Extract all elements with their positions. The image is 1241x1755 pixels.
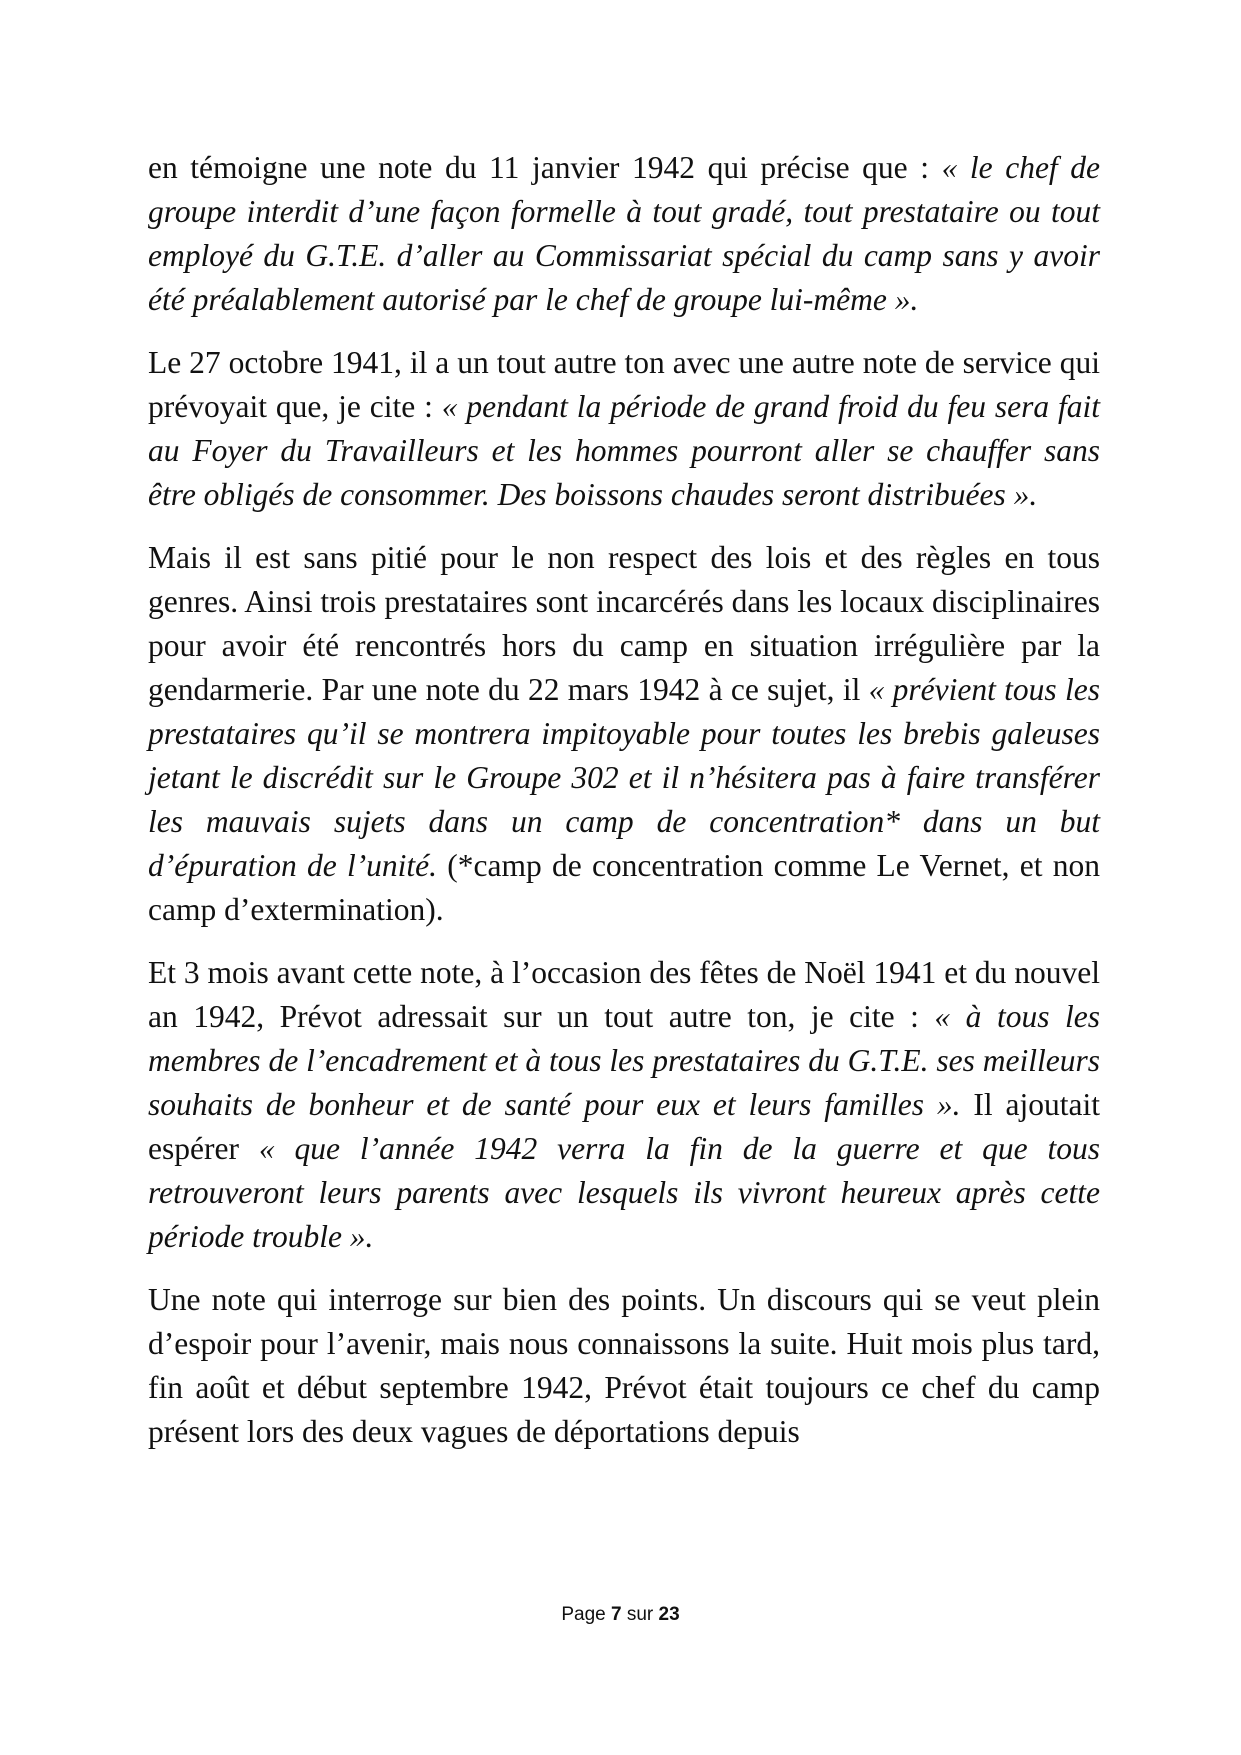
text-run: Il ajoutait espérer xyxy=(148,1087,1100,1166)
paragraph-1 xyxy=(148,146,1100,322)
page-sur-label: sur xyxy=(621,1604,659,1625)
paragraph-3 xyxy=(148,536,1100,932)
page-label: Page xyxy=(561,1604,611,1625)
quote-run: « pendant la période de grand froid du feu sera fait au Foyer du Travailleurs et les hommes pourront aller se chauffer sans être obligés de consommer. Des boissons chaudes seront distribuées ». xyxy=(148,389,1100,512)
text-run: Une note qui interroge sur bien des points. Un discours qui se veut plein d’espoir pour l’avenir, mais nous connaissons la suite. Huit mois plus tard, fin août et début septembre 1942, Prévot était toujours ce chef du camp présent lors des deux vagues de déportations depuis xyxy=(148,1282,1100,1449)
quote-run: « prévient tous les prestataires qu’il se montrera impitoyable pour toutes les brebis galeuses jetant le discrédit sur le Groupe 302 et il n’hésitera pas à faire transférer les mauvais sujets dans un camp de concentration* dans un but d’épuration de l’unité. xyxy=(148,672,1100,883)
paragraph-4 xyxy=(148,951,1100,1259)
quote-run: « à tous les membres de l’encadrement et à tous les prestataires du G.T.E. ses meilleurs souhaits de bonheur et de santé pour eux et leurs familles ». xyxy=(148,999,1100,1122)
paragraph-2 xyxy=(148,341,1100,517)
text-run: Le 27 octobre 1941, il a un tout autre ton avec une autre note de service qui prévoyait que, je cite : xyxy=(148,345,1100,424)
text-run: (*camp de concentration comme Le Vernet, et non camp d’extermination). xyxy=(148,848,1100,927)
page-total-number: 23 xyxy=(658,1604,680,1625)
quote-run: « que l’année 1942 verra la fin de la guerre et que tous retrouveront leurs parents avec lesquels ils vivront heureux après cette période trouble ». xyxy=(148,1131,1100,1254)
paragraph-5 xyxy=(148,1278,1100,1454)
text-run: en témoigne une note du 11 janvier 1942 qui précise que : xyxy=(148,150,942,185)
body-text xyxy=(148,146,1100,1473)
page-footer xyxy=(0,1604,1241,1626)
text-run: Et 3 mois avant cette note, à l’occasion des fêtes de Noël 1941 et du nouvel an 1942, Prévot adressait sur un tout autre ton, je cite : xyxy=(148,955,1100,1034)
quote-run: « le chef de groupe interdit d’une façon formelle à tout gradé, tout prestataire ou tout employé du G.T.E. d’aller au Commissariat spécial du camp sans y avoir été préalablement autorisé par le chef de groupe lui-même ». xyxy=(148,150,1100,317)
text-run: Mais il est sans pitié pour le non respect des lois et des règles en tous genres. Ainsi trois prestataires sont incarcérés dans les locaux disciplinaires pour avoir été rencontrés hors du camp en situation irrégulière par la gendarmerie. Par une note du 22 mars 1942 à ce sujet, il xyxy=(148,540,1100,707)
page-current-number: 7 xyxy=(610,1604,622,1625)
